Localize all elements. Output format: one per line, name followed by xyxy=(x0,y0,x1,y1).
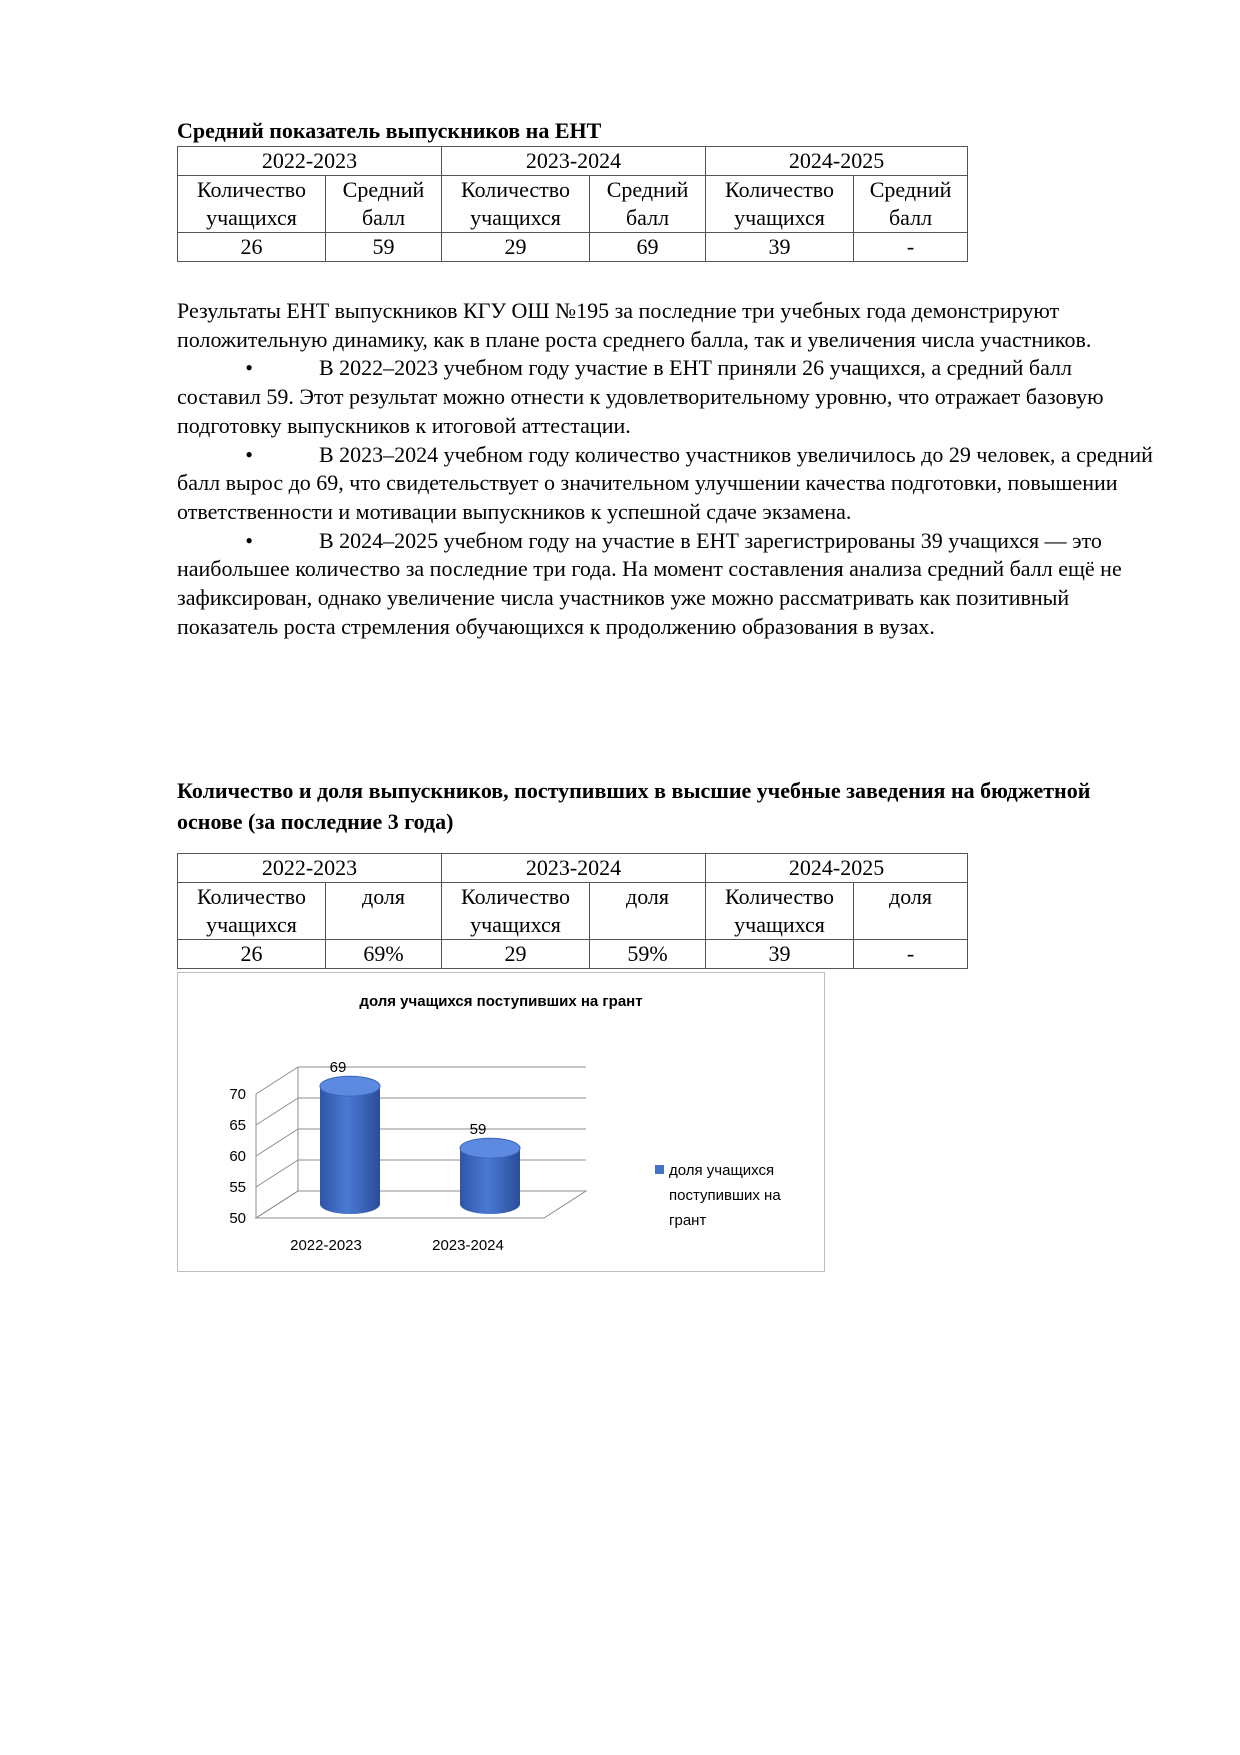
y-tick-label: 65 xyxy=(229,1117,246,1134)
table-header-columns xyxy=(178,176,968,233)
analysis-text xyxy=(177,297,1157,641)
table-cell: 29 xyxy=(442,233,590,262)
year-header: 2023-2024 xyxy=(442,854,706,883)
year-header: 2022-2023 xyxy=(178,147,442,176)
column-header: доля xyxy=(854,883,968,940)
chart-floor xyxy=(256,1191,586,1218)
bullet-marker: • xyxy=(245,527,253,553)
section2-title: Количество и доля выпускников, поступивших в высшие учебные заведения на бюджетной основе (за последние 3 года) xyxy=(177,778,1091,834)
bullet-text: В 2023–2024 учебном году количество участников увеличилось до 29 человек, а средний балл вырос до 69, что свидетельствует о значительном улучшении качества подготовки, повышении ответственности и мотивации выпускников к успешной сдаче экзамена. xyxy=(177,441,1153,524)
ent-average-table xyxy=(177,146,968,262)
y-tick-label: 60 xyxy=(229,1148,246,1165)
year-header: 2022-2023 xyxy=(178,854,442,883)
column-header: Средний балл xyxy=(590,176,706,233)
table-cell: - xyxy=(854,940,968,969)
data-label: 69 xyxy=(329,1059,347,1077)
column-header: Количество учащихся xyxy=(706,176,854,233)
column-header: доля xyxy=(326,883,442,940)
table-row xyxy=(178,233,968,262)
bullet-marker: • xyxy=(245,355,253,381)
bullet-text: В 2022–2023 учебном году участие в ЕНТ приняли 26 учащихся, а средний балл составил 59. Этот результат можно отнести к удовлетворительному уровню, что отражает базовую подготовку выпускников к итоговой аттестации. xyxy=(177,355,1104,438)
column-header: Количество учащихся xyxy=(442,883,590,940)
bar-body xyxy=(320,1086,380,1214)
table-cell: 59% xyxy=(590,940,706,969)
chart-canvas xyxy=(178,973,824,1271)
section1-title: Средний показатель выпускников на ЕНТ xyxy=(177,118,602,143)
year-header: 2024-2025 xyxy=(706,854,968,883)
gridline-side xyxy=(256,1067,298,1094)
y-tick-label: 50 xyxy=(229,1210,246,1227)
table-row xyxy=(178,940,968,969)
table-cell: 26 xyxy=(178,233,326,262)
legend-swatch xyxy=(655,1165,664,1174)
gridline-side xyxy=(256,1160,298,1187)
chart-bars xyxy=(320,1076,520,1214)
table-cell: 59 xyxy=(326,233,442,262)
column-header: Количество учащихся xyxy=(442,176,590,233)
table-cell: 69 xyxy=(590,233,706,262)
x-tick-label: 2022-2023 xyxy=(290,1237,362,1254)
list-item xyxy=(177,441,1157,527)
column-header: Количество учащихся xyxy=(178,883,326,940)
data-label: 59 xyxy=(469,1121,487,1139)
year-header: 2024-2025 xyxy=(706,147,968,176)
gridline-side xyxy=(256,1098,298,1125)
table-cell: 26 xyxy=(178,940,326,969)
table-cell: 39 xyxy=(706,233,854,262)
bar-top xyxy=(460,1138,520,1158)
chart-grid xyxy=(256,1067,586,1218)
legend-text: доля учащихся xyxy=(669,1162,775,1179)
list-item xyxy=(177,527,1157,642)
bar-cylinder xyxy=(460,1138,520,1214)
list-item xyxy=(177,354,1157,440)
y-axis-ticks xyxy=(229,1086,246,1227)
bullet-marker: • xyxy=(245,441,253,467)
table-header-years xyxy=(178,147,968,176)
table-header-years xyxy=(178,854,968,883)
legend-text: грант xyxy=(669,1212,707,1229)
grant-share-chart xyxy=(177,972,825,1272)
table-cell: - xyxy=(854,233,968,262)
gridline-side xyxy=(256,1129,298,1156)
legend-text: поступивших на xyxy=(669,1187,781,1204)
table-cell: 69% xyxy=(326,940,442,969)
column-header: Средний балл xyxy=(854,176,968,233)
x-tick-label: 2023-2024 xyxy=(432,1237,504,1254)
bar-cylinder xyxy=(320,1076,380,1214)
x-axis-labels xyxy=(290,1237,504,1254)
intro-paragraph: Результаты ЕНТ выпускников КГУ ОШ №195 за последние три учебных года демонстрируют положительную динамику, как в плане роста среднего балла, так и увеличения числа участников. xyxy=(177,298,1092,352)
column-header: Средний балл xyxy=(326,176,442,233)
column-header: Количество учащихся xyxy=(178,176,326,233)
column-header: Количество учащихся xyxy=(706,883,854,940)
bullet-text: В 2024–2025 учебном году на участие в ЕНТ зарегистрированы 39 учащихся — это наибольшее количество за последние три года. На момент составления анализа средний балл ещё не зафиксирован, однако увеличение числа участников уже можно рассматривать как позитивный показатель роста стремления обучающихся к продолжению образования в вузах. xyxy=(177,527,1122,639)
chart-title: доля учащихся поступивших на грант xyxy=(359,993,643,1010)
y-tick-label: 55 xyxy=(229,1179,246,1196)
column-header: доля xyxy=(590,883,706,940)
y-tick-label: 70 xyxy=(229,1086,246,1103)
university-admission-table xyxy=(177,853,968,969)
table-cell: 39 xyxy=(706,940,854,969)
table-cell: 29 xyxy=(442,940,590,969)
chart-legend xyxy=(655,1162,781,1229)
year-header: 2023-2024 xyxy=(442,147,706,176)
table-header-columns xyxy=(178,883,968,940)
bar-top xyxy=(320,1076,380,1096)
